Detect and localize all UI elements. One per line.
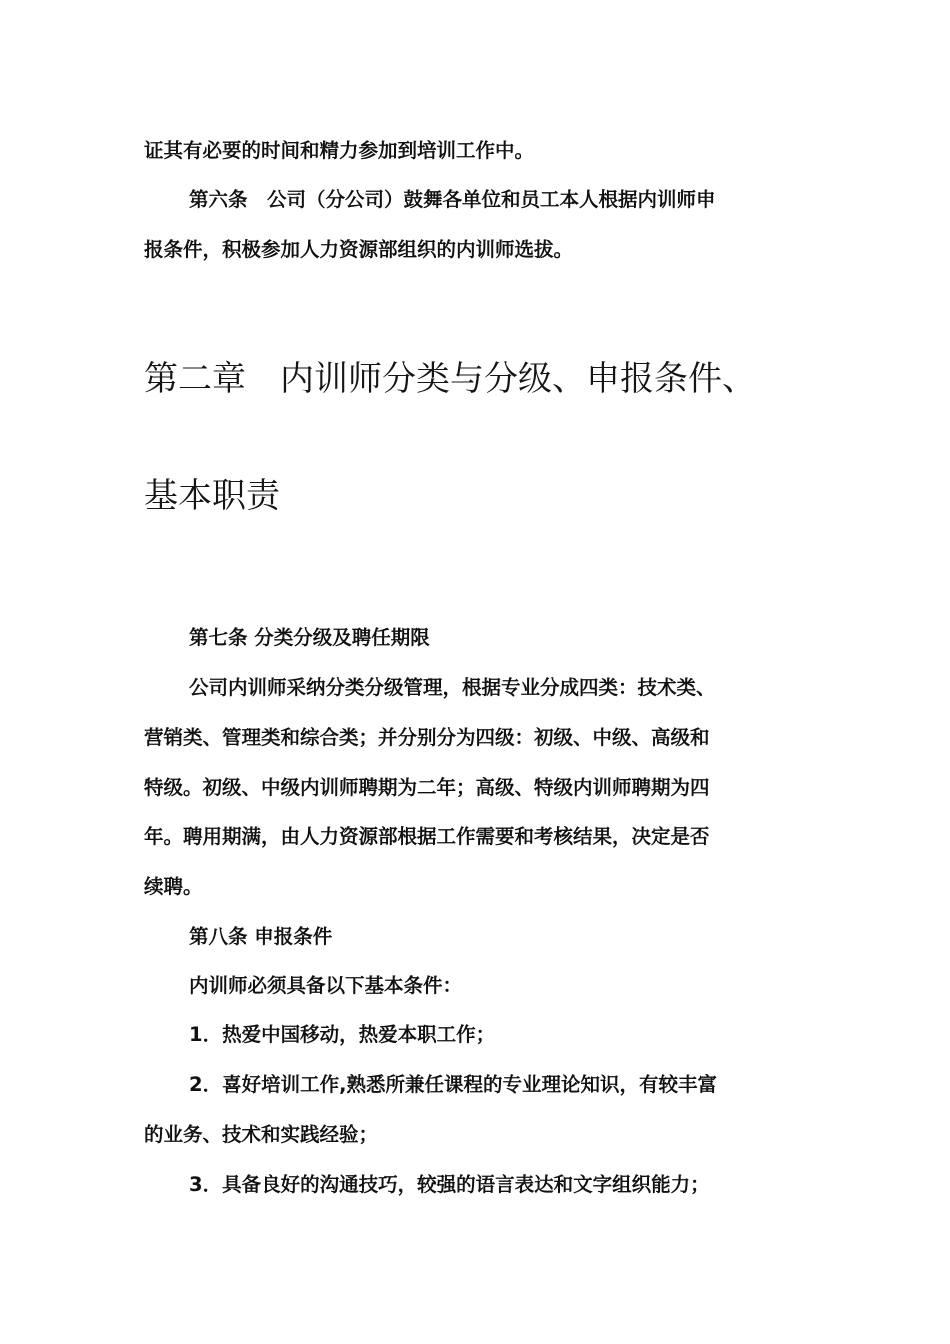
chapter-title-line-1: 第二章 内训师分类与分级、申报条件、 (144, 359, 756, 399)
paragraph-line: 公司内训师采纳分类分级管理，根据专业分成四类：技术类、 (189, 676, 716, 699)
paragraph-line: 内训师必须具备以下基本条件： (189, 974, 463, 997)
article-7-heading: 第七条 分类分级及聘任期限 (189, 626, 430, 649)
paragraph-line: 特级。初级、中级内训师聘期为二年；高级、特级内训师聘期为四 (144, 776, 710, 799)
list-item-3: 3．具备良好的沟通技巧，较强的语言表达和文字组织能力； (189, 1173, 710, 1196)
chapter-title-line-2: 基本职责 (144, 476, 280, 516)
paragraph-line: 年。聘用期满，由人力资源部根据工作需要和考核结果，决定是否 (144, 825, 710, 848)
paragraph-line: 证其有必要的时间和精力参加到培训工作中。 (144, 139, 535, 162)
list-item-2-continued: 的业务、技术和实践经验； (144, 1123, 379, 1146)
paragraph-line: 报条件，积极参加人力资源部组织的内训师选拔。 (144, 238, 574, 261)
article-8-heading: 第八条 申报条件 (189, 925, 333, 948)
paragraph-line: 续聘。 (144, 875, 203, 898)
paragraph-line: 营销类、管理类和综合类；并分别分为四级：初级、中级、高级和 (144, 726, 710, 749)
article-6-line: 第六条 公司（分公司）鼓舞各单位和员工本人根据内训师申 (189, 188, 716, 211)
list-item-1: 1．热爱中国移动，热爱本职工作； (189, 1023, 496, 1046)
list-item-2: 2．喜好培训工作,熟悉所兼任课程的专业理论知识，有较丰富 (189, 1073, 717, 1096)
